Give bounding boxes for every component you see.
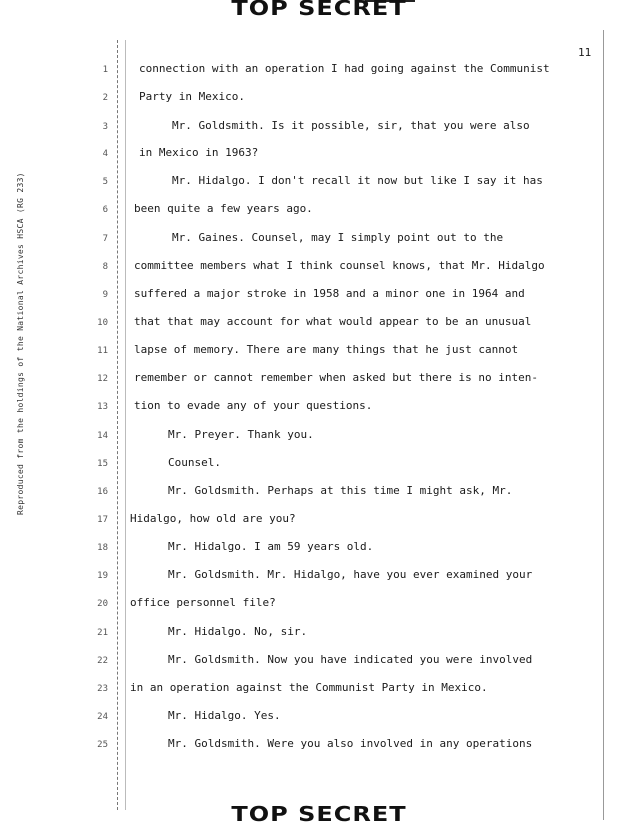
line-number: 3 [102,122,108,132]
transcript-line: Mr. Goldsmith. Perhaps at this time I might ask, Mr. [168,484,513,497]
line-number: 1 [102,65,108,75]
transcript-line: Mr. Goldsmith. Is it possible, sir, that you were also [172,119,530,132]
line-number: 8 [102,262,108,272]
archive-side-note: Reproduced from the holdings of the National Archives HSCA (RG 233) [16,172,25,515]
transcript-line: remember or cannot remember when asked but there is no inten- [134,371,538,384]
transcript-line: been quite a few years ago. [134,202,313,215]
transcript-line: Counsel. [168,456,221,469]
line-number: 22 [97,656,108,666]
transcript-line: Mr. Goldsmith. Were you also involved in any operations [168,737,533,750]
line-number: 5 [102,177,108,187]
line-number: 24 [97,712,108,722]
line-number: 12 [97,374,108,384]
line-number: 11 [97,346,108,356]
transcript-line: committee members what I think counsel knows, that Mr. Hidalgo [134,259,545,272]
line-number: 4 [102,149,108,159]
line-number: 6 [102,205,108,215]
line-number: 13 [97,402,108,412]
line-number: 23 [97,684,108,694]
line-number: 25 [97,740,108,750]
transcript-line: Mr. Hidalgo. I don't recall it now but like I say it has [172,174,543,187]
transcript-line: suffered a major stroke in 1958 and a minor one in 1964 and [134,287,525,300]
line-number: 10 [97,318,108,328]
transcript-line: Mr. Goldsmith. Mr. Hidalgo, have you ever examined your [168,568,533,581]
transcript-line: that that may account for what would appear to be an unusual [134,315,532,328]
classification-stamp-bottom: TOP SECRET [231,802,407,826]
page-number: 11 [578,46,592,59]
line-number: 21 [97,628,108,638]
line-number: 2 [102,93,108,103]
transcript-line: Mr. Hidalgo. No, sir. [168,625,308,638]
line-number: 20 [97,599,108,609]
line-number: 14 [97,431,108,441]
line-number: 17 [97,515,108,525]
left-margin-rule-inner [125,40,127,810]
transcript-line: tion to evade any of your questions. [134,399,373,412]
transcript-line: Mr. Preyer. Thank you. [168,428,314,441]
transcript-line: Mr. Goldsmith. Now you have indicated you were involved [168,653,533,666]
transcript-line: office personnel file? [130,596,276,609]
line-number: 16 [97,487,108,497]
transcript-line: connection with an operation I had going against the Communist [139,62,550,75]
line-number: 7 [102,234,108,244]
transcript-line: Mr. Hidalgo. I am 59 years old. [168,540,374,553]
transcript-line: lapse of memory. There are many things that he just cannot [134,343,519,356]
classification-stamp-top: TOP SECRET [231,0,407,20]
line-number: 19 [97,571,108,581]
transcript-line: Party in Mexico. [139,90,245,103]
transcript-line: Mr. Gaines. Counsel, may I simply point out to the [172,231,504,244]
transcript-line: Mr. Hidalgo. Yes. [168,709,281,722]
transcript-line: in Mexico in 1963? [139,146,259,159]
transcript-line: in an operation against the Communist Party in Mexico. [130,681,488,694]
transcript-line: Hidalgo, how old are you? [130,512,296,525]
line-number: 18 [97,543,108,553]
right-margin-rule [603,30,605,820]
left-margin-rule [117,40,119,810]
line-number: 15 [97,459,108,469]
line-number: 9 [102,290,108,300]
